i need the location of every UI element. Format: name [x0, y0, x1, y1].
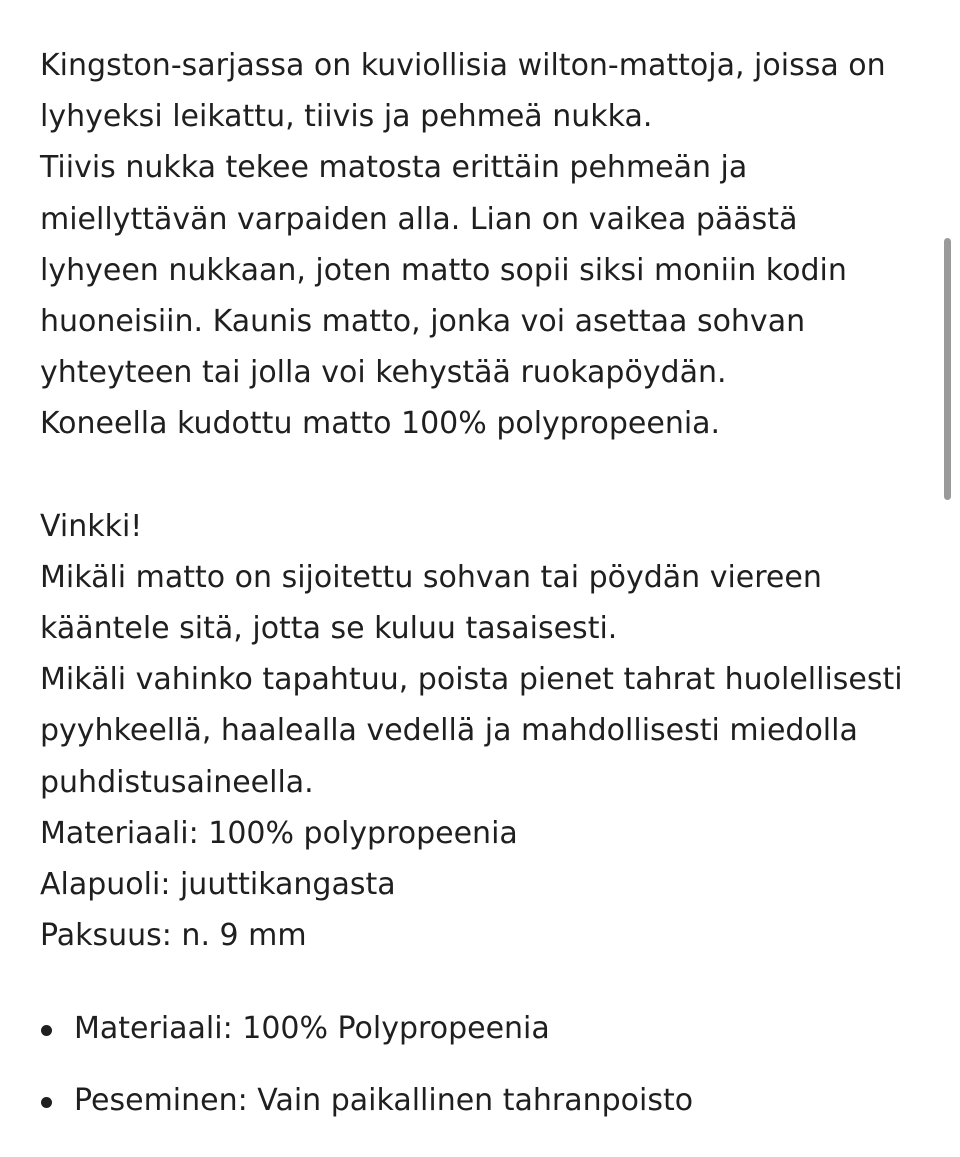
list-item	[40, 1003, 693, 1054]
description-paragraph	[40, 40, 930, 450]
description-line: lyhyeen nukkaan, joten matto sopii siksi moniin kodin	[40, 252, 847, 288]
bullet-icon	[41, 1097, 52, 1108]
description-line: Tiivis nukka tekee matosta erittäin pehmeän ja	[40, 150, 748, 186]
tips-line: pyyhkeellä, haalealla vedellä ja mahdollisesti miedolla	[40, 713, 858, 749]
product-description	[40, 40, 930, 961]
thickness-line: Paksuus: n. 9 mm	[40, 918, 307, 954]
tips-line: puhdistusaineella.	[40, 764, 314, 800]
description-line: Kingston-sarjassa on kuviollisia wilton-mattoja, joissa on	[40, 48, 886, 83]
tips-paragraph	[40, 501, 930, 962]
description-line: yhteyteen tai jolla voi kehystää ruokapöydän.	[40, 355, 727, 391]
tips-line: Mikäli matto on sijoitettu sohvan tai pöydän viereen	[40, 559, 822, 595]
description-line: miellyttävän varpaiden alla. Lian on vaikea päästä	[40, 201, 798, 237]
list-item-text: Materiaali: 100% Polypropeenia	[74, 1011, 550, 1046]
description-line: huoneisiin. Kaunis matto, jonka voi asettaa sohvan	[40, 304, 806, 340]
material-line: Materiaali: 100% polypropeenia	[40, 815, 518, 851]
tips-line: kääntele sitä, jotta se kuluu tasaisesti.	[40, 611, 618, 647]
product-specs-list	[40, 1003, 693, 1147]
paragraph-spacer	[40, 450, 930, 501]
tips-heading: Vinkki!	[40, 508, 143, 544]
tips-line: Mikäli vahinko tapahtuu, poista pienet tahrat huolellisesti	[40, 662, 903, 698]
backing-line: Alapuoli: juuttikangasta	[40, 867, 396, 903]
description-line: Koneella kudottu matto 100% polypropeenia.	[40, 406, 721, 442]
list-item	[40, 1075, 693, 1126]
description-line: lyhyeksi leikattu, tiivis ja pehmeä nukka.	[40, 99, 653, 135]
bullet-icon	[41, 1025, 52, 1036]
vertical-scrollbar[interactable]	[944, 238, 951, 500]
list-item-text: Peseminen: Vain paikallinen tahranpoisto	[74, 1083, 694, 1118]
